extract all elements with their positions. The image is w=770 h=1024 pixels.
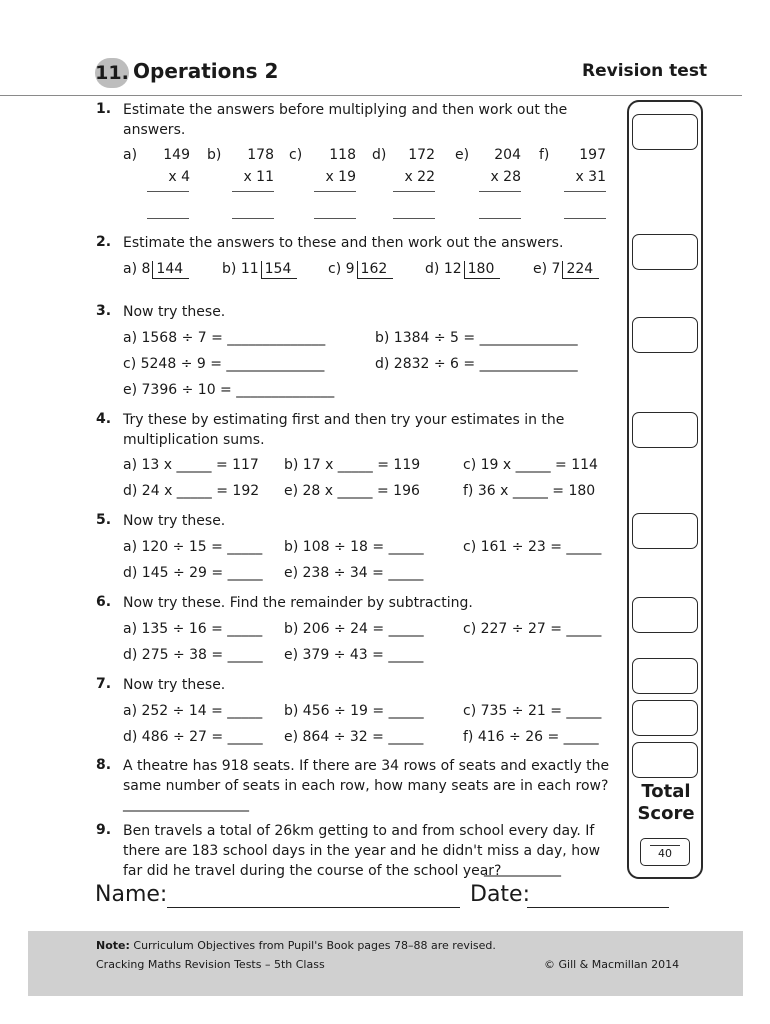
q7-text: Now try these.	[123, 677, 226, 693]
q1d-top: 172	[408, 147, 435, 163]
score-box-q1[interactable]	[632, 114, 698, 150]
name-label: Name:	[95, 882, 168, 907]
score-box-q3[interactable]	[632, 317, 698, 353]
score-box-q2[interactable]	[632, 234, 698, 270]
q1a-bottom: x 4	[168, 169, 190, 185]
q1-letter-a: a)	[123, 147, 138, 163]
q2e-letter: e)	[533, 261, 548, 277]
q2-item-b	[222, 261, 297, 279]
score-box-q7[interactable]	[632, 658, 698, 694]
q1a-answer-line[interactable]	[147, 218, 189, 219]
q5-item-d: d) 145 ÷ 29 = _____	[123, 565, 263, 581]
q6-item-c: c) 227 ÷ 27 = _____	[463, 621, 602, 637]
q4-number: 4.	[96, 411, 112, 427]
q5-item-e: e) 238 ÷ 34 = _____	[284, 565, 424, 581]
q1f-bottom: x 31	[575, 169, 606, 185]
q7-item-a: a) 252 ÷ 14 = _____	[123, 703, 263, 719]
q1-number: 1.	[96, 101, 112, 117]
q1f-estimate-line[interactable]	[564, 191, 606, 192]
q1d-answer-line[interactable]	[393, 218, 435, 219]
q2e-divisor: 7	[551, 261, 561, 277]
unit-number-badge: 11.	[95, 58, 129, 88]
q8-text: A theatre has 918 seats. If there are 34 rows of seats and exactly the same number of seats in each row, how many seats are in each row?	[123, 758, 610, 794]
q2b-dividend: 154	[261, 261, 298, 279]
score-box-q6[interactable]	[632, 597, 698, 633]
q8-answer-line[interactable]: __________________	[123, 796, 249, 812]
score-box-q4[interactable]	[632, 412, 698, 448]
q1-letter-f: f)	[539, 147, 550, 163]
q1e-estimate-line[interactable]	[479, 191, 521, 192]
q1d-estimate-line[interactable]	[393, 191, 435, 192]
q7-number: 7.	[96, 676, 112, 692]
q2d-letter: d)	[425, 261, 440, 277]
q2d-divisor: 12	[443, 261, 462, 277]
footer-note-label: Note:	[96, 939, 130, 952]
q2b-letter: b)	[222, 261, 237, 277]
name-field[interactable]	[167, 907, 460, 908]
header-rule	[0, 95, 742, 96]
q6-number: 6.	[96, 594, 112, 610]
q1-letter-e: e)	[455, 147, 470, 163]
q1-letter-b: b)	[207, 147, 222, 163]
q9-answer-line[interactable]: ___________	[484, 861, 561, 877]
footer-note-text: Curriculum Objectives from Pupil's Book pages 78–88 are revised.	[133, 939, 496, 952]
q1-letter-c: c)	[289, 147, 303, 163]
q1a-estimate-line[interactable]	[147, 191, 189, 192]
q1-letter-d: d)	[372, 147, 387, 163]
q2d-dividend: 180	[464, 261, 501, 279]
q1e-bottom: x 28	[490, 169, 521, 185]
score-box-q8[interactable]	[632, 700, 698, 736]
q1d-bottom: x 22	[404, 169, 435, 185]
date-field[interactable]	[527, 907, 669, 908]
q1a-top: 149	[163, 147, 190, 163]
q1f-top: 197	[579, 147, 606, 163]
total-score-label	[633, 781, 699, 825]
q3-item-a: a) 1568 ÷ 7 = ______________	[123, 330, 326, 346]
q1-text: Estimate the answers before multiplying and then work out the answers.	[123, 102, 568, 138]
q3-item-c: c) 5248 ÷ 9 = ______________	[123, 356, 325, 372]
q3-item-b: b) 1384 ÷ 5 = ______________	[375, 330, 578, 346]
q2-text: Estimate the answers to these and then work out the answers.	[123, 235, 564, 251]
q6-text: Now try these. Find the remainder by subtracting.	[123, 595, 473, 611]
score-fraction-line	[650, 845, 680, 846]
q5-number: 5.	[96, 512, 112, 528]
score-denominator: 40	[658, 847, 672, 860]
footer-copyright: © Gill & Macmillan 2014	[544, 958, 680, 971]
q7-item-d: d) 486 ÷ 27 = _____	[123, 729, 263, 745]
q1b-estimate-line[interactable]	[232, 191, 274, 192]
q5-text: Now try these.	[123, 513, 226, 529]
q2a-dividend: 144	[152, 261, 189, 279]
footer-note	[96, 939, 496, 952]
q4-item-d: d) 24 x _____ = 192	[123, 483, 260, 499]
q5-item-b: b) 108 ÷ 18 = _____	[284, 539, 424, 555]
score-box-q5[interactable]	[632, 513, 698, 549]
q2-item-d	[425, 261, 500, 279]
q1f-answer-line[interactable]	[564, 218, 606, 219]
q6-item-b: b) 206 ÷ 24 = _____	[284, 621, 424, 637]
q9-text: Ben travels a total of 26km getting to and from school every day. If there are 183 school days in the year and he didn't miss a day, how far did he travel during the course of the school year?	[123, 823, 601, 879]
score-box-q9[interactable]	[632, 742, 698, 778]
q5-item-a: a) 120 ÷ 15 = _____	[123, 539, 263, 555]
q6-item-e: e) 379 ÷ 43 = _____	[284, 647, 424, 663]
q1c-estimate-line[interactable]	[314, 191, 356, 192]
q1c-bottom: x 19	[325, 169, 356, 185]
q2c-letter: c)	[328, 261, 342, 277]
total-label: Total	[641, 781, 691, 802]
q1e-answer-line[interactable]	[479, 218, 521, 219]
date-label: Date:	[470, 882, 530, 907]
q1b-bottom: x 11	[243, 169, 274, 185]
q3-item-e: e) 7396 ÷ 10 = ______________	[123, 382, 335, 398]
q2-item-a	[123, 261, 189, 279]
q1e-top: 204	[494, 147, 521, 163]
q4-item-f: f) 36 x _____ = 180	[463, 483, 596, 499]
q1b-top: 178	[247, 147, 274, 163]
q2c-dividend: 162	[357, 261, 394, 279]
q3-number: 3.	[96, 303, 112, 319]
q9-number: 9.	[96, 822, 112, 838]
q6-item-d: d) 275 ÷ 38 = _____	[123, 647, 263, 663]
q7-item-e: e) 864 ÷ 32 = _____	[284, 729, 424, 745]
q2e-dividend: 224	[562, 261, 599, 279]
q5-item-c: c) 161 ÷ 23 = _____	[463, 539, 602, 555]
q2c-divisor: 9	[345, 261, 355, 277]
q2b-divisor: 11	[240, 261, 259, 277]
q2-number: 2.	[96, 234, 112, 250]
test-type-label: Revision test	[582, 61, 708, 81]
q7-item-b: b) 456 ÷ 19 = _____	[284, 703, 424, 719]
q1c-answer-line[interactable]	[314, 218, 356, 219]
q2a-letter: a)	[123, 261, 138, 277]
q6-item-a: a) 135 ÷ 16 = _____	[123, 621, 263, 637]
q1b-answer-line[interactable]	[232, 218, 274, 219]
q4-item-c: c) 19 x _____ = 114	[463, 457, 598, 473]
q4-item-a: a) 13 x _____ = 117	[123, 457, 259, 473]
footer	[28, 931, 743, 996]
score-label: Score	[637, 803, 695, 824]
q4-text: Try these by estimating first and then try your estimates in the multiplication sums.	[123, 412, 565, 448]
q2-item-c	[328, 261, 393, 279]
q7-item-f: f) 416 ÷ 26 = _____	[463, 729, 599, 745]
q7-item-c: c) 735 ÷ 21 = _____	[463, 703, 602, 719]
q1c-top: 118	[329, 147, 356, 163]
q4-item-b: b) 17 x _____ = 119	[284, 457, 421, 473]
q3-text: Now try these.	[123, 304, 226, 320]
page-title: Operations 2	[133, 59, 279, 83]
q2-item-e	[533, 261, 599, 279]
total-score-box[interactable]	[640, 838, 690, 866]
footer-series: Cracking Maths Revision Tests – 5th Class	[96, 958, 325, 971]
q2a-divisor: 8	[141, 261, 151, 277]
q3-item-d: d) 2832 ÷ 6 = ______________	[375, 356, 578, 372]
q4-item-e: e) 28 x _____ = 196	[284, 483, 420, 499]
q8-number: 8.	[96, 757, 112, 773]
